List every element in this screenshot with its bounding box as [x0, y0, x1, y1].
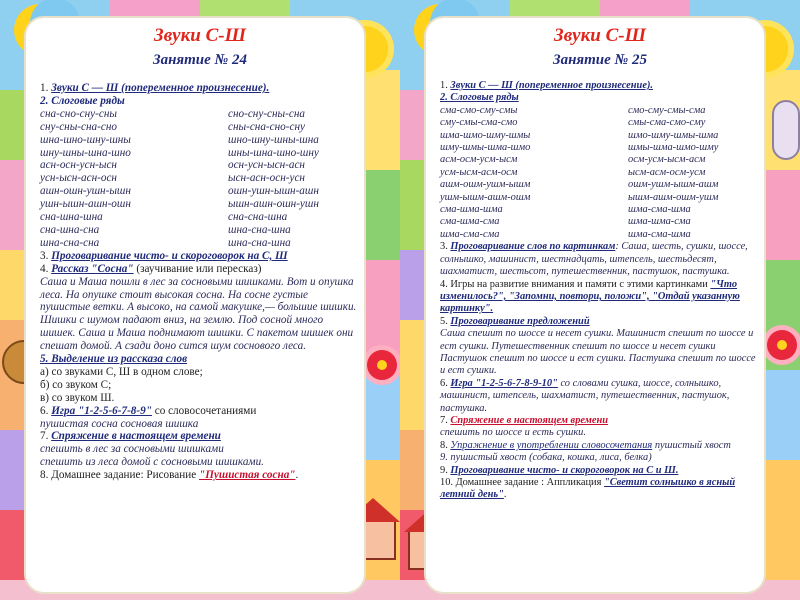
syllable-left: шна-шно-шну-шны: [40, 133, 131, 146]
syllable-row: [40, 108, 360, 121]
syllable-row: [440, 154, 760, 166]
syllable-left: ашм-ошм-ушм-ышм: [440, 179, 531, 191]
syllable-right: смо-сму-смы-сма: [628, 104, 706, 116]
lesson-body: [440, 80, 760, 502]
conjugation-line-2: спешить из леса домой с сосновыми шишками.: [40, 456, 264, 469]
page-title: Звуки С-Ш: [154, 25, 246, 46]
conjugation-line: спешить по шоссе и есть сушки.: [440, 427, 586, 439]
flower-icon: [367, 350, 397, 380]
syllable-right: шно-шну-шны-шна: [228, 133, 319, 146]
syllable-row: [40, 224, 360, 237]
section-8: 8. Домашнее задание: Рисование "Пушистая сосна".: [40, 469, 299, 482]
section-2-heading: 2. Слоговые ряды: [40, 94, 125, 107]
syllable-left: сна-шна-сна: [40, 223, 100, 236]
syllable-right: ысн-асн-осн-усн: [228, 172, 305, 185]
syllable-left: сма-шма-шма: [440, 204, 503, 216]
flower-icon: [767, 330, 797, 360]
page-title: Звуки С-Ш: [554, 25, 646, 46]
syllable-right: осн-усн-ысн-асн: [228, 159, 305, 172]
syllable-left: сма-смо-сму-смы: [440, 104, 518, 116]
syllable-left: шна-сна-сна: [40, 236, 100, 249]
section-7: 7. Спряжение в настоящем времени: [40, 430, 221, 443]
syllable-left: шма-сма-сма: [440, 228, 500, 240]
section-4: 4. Игры на развитие внимания и памяти с этими картинками "Что изменилось?", "Запомни, повтори, положи", "Отдай указанную картинку".: [440, 278, 740, 315]
syllable-left: сму-смы-сма-смо: [440, 117, 518, 129]
syllable-right: ышн-ашн-ошн-ушн: [228, 198, 319, 211]
syllable-right: шна-сна-шна: [228, 223, 291, 236]
task-c: в) со звуком Ш.: [40, 391, 115, 404]
syllable-table: [440, 105, 760, 241]
syllable-row: [440, 204, 760, 216]
syllable-right: осм-усм-ысм-асм: [628, 154, 706, 166]
lesson-number: Занятие № 25: [552, 52, 648, 68]
syllable-row: [40, 134, 360, 147]
lesson-page-25: [400, 0, 800, 600]
section-3: 3. Проговаривание чисто- и скороговорок на С, Ш: [40, 249, 288, 262]
syllable-right: ошм-ушм-ышм-ашм: [628, 179, 719, 191]
bunny-icon: [772, 100, 800, 160]
section-2-heading: 2. Слоговые ряды: [440, 92, 519, 104]
section-1: 1. Звуки С — Ш (попеременное произнесение).: [40, 82, 270, 94]
syllable-right: ысм-асм-осм-усм: [628, 166, 706, 178]
sentences-text: Саша спешит по шоссе и несет сушки. Машинист спешит по шоссе и ест сушки. Путешественник спешит по шоссе и несет сушки Пастушок спешит по шоссе и ест сушки. Пастушка спешит по шоссе и ест сушки.: [440, 328, 756, 377]
section-6: 6. Игра "1-2-5-6-7-8-9-10" со словами сушка, шоссе, солнышко, машинист, штепсель, шахматист, путешественник, пастушок, пастушка.: [440, 377, 730, 414]
syllable-row: [440, 229, 760, 241]
lesson-number: Занятие № 24: [152, 52, 248, 68]
syllable-row: [440, 192, 760, 204]
game-phrase: пушистая сосна сосновая шишка: [40, 417, 199, 430]
syllable-left: шму-шмы-шма-шмо: [440, 142, 531, 154]
syllable-left: сна-сно-сну-сны: [40, 107, 117, 120]
syllable-table: [40, 108, 360, 250]
section-1: 1. Звуки С — Ш (попеременное произнесение).: [440, 80, 653, 91]
section-9: 9. Проговаривание чисто- и скороговорок на С и Ш.: [440, 464, 679, 476]
section-7: 7. Спряжение в настоящем времени: [440, 414, 609, 426]
task-b: б) со звуком С;: [40, 378, 112, 391]
syllable-left: усм-ысм-асм-осм: [440, 166, 518, 178]
syllable-right: шмы-шма-шмо-шму: [628, 142, 719, 154]
syllable-right: сно-сну-сны-сна: [228, 107, 305, 120]
lesson-body: [40, 82, 360, 482]
syllable-right: смы-сма-смо-сму: [628, 117, 706, 129]
syllable-row: [40, 172, 360, 185]
syllable-row: [40, 185, 360, 198]
syllable-left: сма-шма-сма: [440, 216, 500, 228]
syllable-right: шны-шна-шно-шну: [228, 146, 319, 159]
syllable-row: [440, 117, 760, 129]
syllable-left: шма-шмо-шму-шмы: [440, 129, 531, 141]
section-5-heading: 5. Выделение из рассказа слов: [40, 353, 188, 366]
syllable-row: [440, 167, 760, 179]
syllable-left: асн-осн-усн-ысн: [40, 159, 117, 172]
section-10: 10. Домашнее задание : Аппликация "Светит солнышко в ясный летний день".: [440, 477, 736, 501]
task-a: а) со звуками С, Ш в одном слове;: [40, 365, 203, 378]
syllable-left: асм-осм-усм-ысм: [440, 154, 518, 166]
syllable-row: [40, 211, 360, 224]
syllable-left: шну-шны-шна-шно: [40, 146, 131, 159]
conjugation-line-1: спешить в лес за сосновыми шишками: [40, 443, 224, 456]
syllable-row: [40, 121, 360, 134]
syllable-right: ошн-ушн-ышн-ашн: [228, 185, 319, 198]
syllable-left: сна-шна-шна: [40, 211, 103, 224]
syllable-left: усн-ысн-асн-осн: [40, 172, 117, 185]
syllable-right: шна-сна-шна: [228, 236, 291, 249]
syllable-row: [40, 198, 360, 211]
syllable-row: [440, 142, 760, 154]
syllable-left: ашн-ошн-ушн-ышн: [40, 185, 131, 198]
syllable-row: [440, 130, 760, 142]
syllable-left: сну-сны-сна-сно: [40, 120, 117, 133]
syllable-row: [40, 237, 360, 250]
syllable-right: шма-сма-шма: [628, 228, 691, 240]
syllable-row: [440, 105, 760, 117]
syllable-right: шма-шма-сма: [628, 216, 691, 228]
syllable-row: [440, 216, 760, 228]
syllable-left: ушн-ышн-ашн-ошн: [40, 198, 131, 211]
syllable-right: шма-сма-шма: [628, 204, 691, 216]
syllable-row: [40, 159, 360, 172]
syllable-left: ушм-ышм-ашм-ошм: [440, 191, 531, 203]
section-6: 6. Игра "1-2-5-6-7-8-9" со словосочетаниями: [40, 404, 257, 417]
phrase-examples: 9. пушистый хвост (собака, кошка, лиса, белка): [440, 452, 652, 464]
story-text: Саша и Маша пошли в лес за сосновыми шишками. Вот и опушка леса. На опушке стоит высокая сосна. На сосне густые пушистые ветки. А высоко, на самой макушке,— большие шишки. Шишки с шумом падают вниз, на землю. Под сосной много шишек. Саша и Маша поднимают шишки. С пакетом шишек они спешат домой. А сзади доно сится шум соснового леса.: [40, 275, 357, 353]
syllable-right: ышм-ашм-ошм-ушм: [628, 191, 719, 203]
syllable-row: [40, 147, 360, 160]
syllable-row: [440, 179, 760, 191]
section-5: 5. Проговаривание предложений: [440, 315, 590, 327]
section-8: 8. Упражнение в употреблении словосочетания пушистый хвост: [440, 439, 731, 451]
syllable-right: сны-сна-сно-сну: [228, 120, 305, 133]
syllable-right: шмо-шму-шмы-шма: [628, 129, 719, 141]
section-3: 3. Проговаривание слов по картинкам: Саша, шесть, сушки, шоссе, солнышко, машинист, шестнадцать, штепсель, шестьдесят, шахматист, шестьсот, путешественник, пастушок, пастушка.: [440, 241, 748, 278]
section-4: 4. Рассказ "Сосна" (заучивание или пересказ): [40, 262, 262, 275]
syllable-right: сна-сна-шна: [228, 211, 288, 224]
